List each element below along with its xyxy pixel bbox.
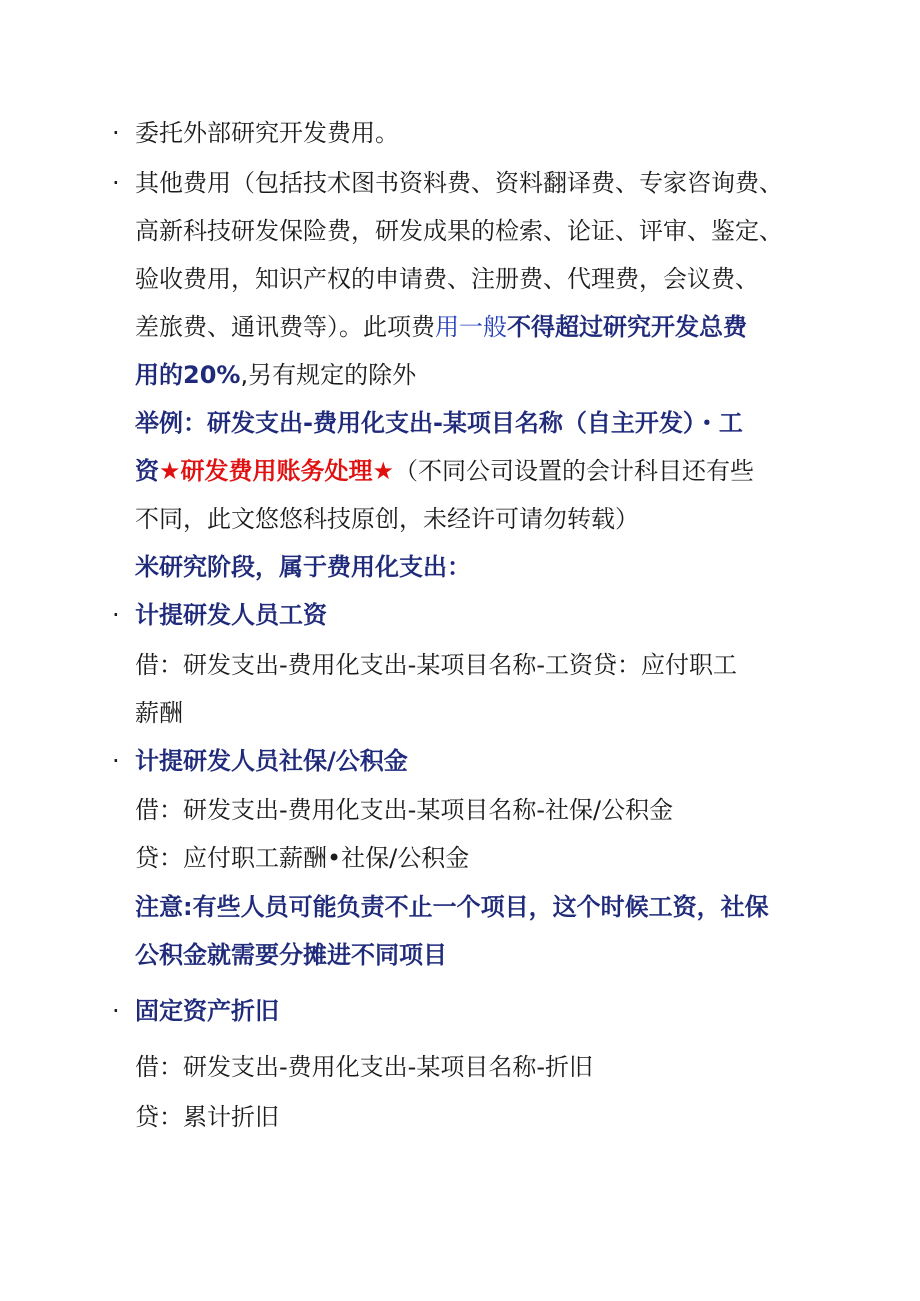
bullet-marker: · bbox=[112, 601, 120, 629]
text-line bbox=[135, 360, 805, 390]
text-line bbox=[135, 312, 805, 342]
text-span: （不同公司设置的会计科目还有些 bbox=[394, 457, 755, 485]
text-span-bold: 用的20% bbox=[135, 361, 241, 389]
text-line bbox=[135, 456, 805, 486]
example-heading: 举例：研发支出-费用化支出-某项目名称（自主开发）・工 bbox=[135, 409, 743, 437]
text-line: 其他费用（包括技术图书资料费、资料翻译费、专家咨询费、 bbox=[135, 169, 783, 197]
text-line: 高新科技研发保险费，研发成果的检索、论证、评审、鉴定、 bbox=[135, 217, 783, 245]
bullet-marker: · bbox=[112, 169, 120, 197]
text-line: 不同，此文悠悠科技原创，未经许可请勿转载） bbox=[135, 505, 639, 533]
item-heading: 计提研发人员社保/公积金 bbox=[135, 747, 408, 775]
section-title-red: ★研发费用账务处理★ bbox=[159, 457, 395, 485]
text-line: 验收费用，知识产权的申请费、注册费、代理费，会议费、 bbox=[135, 265, 759, 293]
text-line: 借：研发支出-费用化支出-某项目名称-工资贷：应付职工 bbox=[135, 651, 737, 679]
text-span: 差旅费、通讯费等）。此项费 bbox=[135, 313, 435, 341]
item-heading: 固定资产折旧 bbox=[135, 997, 279, 1025]
text-line: 贷：累计折旧 bbox=[135, 1103, 279, 1131]
item-heading: 计提研发人员工资 bbox=[135, 601, 327, 629]
note-line: 公积金就需要分摊进不同项目 bbox=[135, 941, 447, 969]
text-span-bold: 资 bbox=[135, 457, 159, 485]
text-line: 委托外部研究开发费用。 bbox=[135, 119, 399, 147]
text-line: 借：研发支出-费用化支出-某项目名称-社保/公积金 bbox=[135, 796, 674, 824]
section-heading: 米研究阶段，属于费用化支出： bbox=[135, 553, 471, 581]
text-span-bold: 不得超过研究开发总费 bbox=[507, 313, 747, 341]
bullet-marker: · bbox=[112, 747, 120, 775]
text-line: 薪酬 bbox=[135, 699, 183, 727]
text-line: 借：研发支出-费用化支出-某项目名称-折旧 bbox=[135, 1053, 593, 1081]
note-line: 注意:有些人员可能负责不止一个项目，这个时候工资，社保 bbox=[135, 893, 769, 921]
bullet-marker: · bbox=[112, 119, 120, 147]
text-span-highlight: 用一般 bbox=[435, 313, 507, 341]
text-span: ,另有规定的除外 bbox=[240, 361, 417, 389]
bullet-marker: · bbox=[112, 997, 120, 1025]
text-line: 贷：应付职工薪酬•社保/公积金 bbox=[135, 844, 470, 872]
